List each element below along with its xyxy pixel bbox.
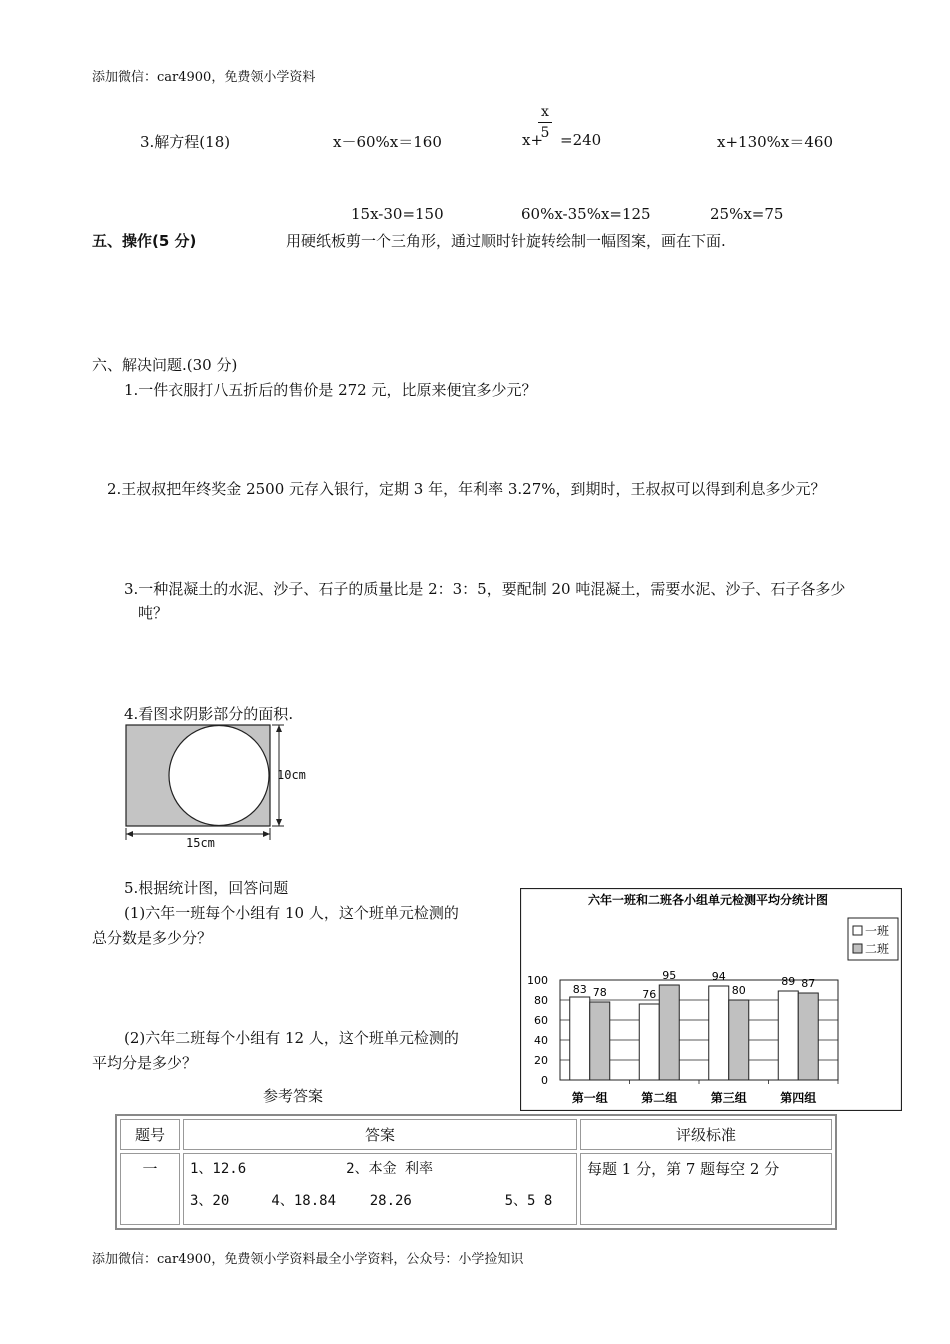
x-category-label: 第一组 bbox=[571, 1091, 608, 1105]
fraction-bar bbox=[538, 122, 552, 123]
question-5-2-line2: 平均分是多少？ bbox=[92, 1054, 198, 1072]
answer-number-cell: 一 bbox=[120, 1153, 180, 1225]
fraction-denominator: 5 bbox=[540, 125, 550, 141]
question-4: 4.看图求阴影部分的面积. bbox=[124, 705, 294, 723]
bar-class1 bbox=[778, 991, 798, 1080]
x-category-label: 第二组 bbox=[641, 1091, 678, 1105]
answers-header-row bbox=[120, 1119, 832, 1150]
equation-2-fraction bbox=[538, 104, 552, 141]
equations-title: 3.解方程(18) bbox=[140, 133, 231, 151]
bar-value-label: 76 bbox=[642, 988, 657, 1001]
bar-class2 bbox=[659, 985, 679, 1080]
header-cell-criteria: 评级标准 bbox=[580, 1119, 832, 1150]
section-6-title: 六、解决问题.(30 分) bbox=[92, 356, 238, 374]
answer-content-cell bbox=[183, 1153, 577, 1225]
bar-value-label: 95 bbox=[662, 969, 677, 982]
legend-label: 一班 bbox=[865, 924, 890, 938]
legend-label: 二班 bbox=[865, 942, 890, 956]
question-5-1-line2: 总分数是多少分？ bbox=[92, 929, 213, 947]
footer-note: 添加微信：car4900，免费领小学资料最全小学资料，公众号：小学捡知识 bbox=[92, 1252, 524, 1267]
question-5-2-line1: (2)六年二班每个小组有 12 人，这个班单元检测的 bbox=[124, 1029, 459, 1047]
legend-swatch bbox=[853, 944, 862, 953]
section-5-title: 五、操作(5 分) bbox=[92, 232, 197, 250]
y-tick-label: 60 bbox=[534, 1014, 548, 1027]
shaded-area-figure bbox=[118, 718, 328, 852]
bar-value-label: 83 bbox=[572, 983, 587, 996]
y-tick-label: 100 bbox=[527, 974, 548, 987]
equation-4: 15x-30=150 bbox=[351, 205, 444, 223]
bar-class1 bbox=[639, 1004, 659, 1080]
equation-5: 60%x-35%x=125 bbox=[521, 205, 651, 223]
width-arrow-left bbox=[126, 831, 133, 837]
width-label: 15cm bbox=[186, 836, 215, 850]
equation-6: 25%x=75 bbox=[710, 205, 784, 223]
equation-2-suffix: =240 bbox=[560, 131, 602, 149]
question-3-line2: 吨？ bbox=[138, 604, 169, 622]
question-1: 1.一件衣服打八五折后的售价是 272 元，比原来便宜多少元？ bbox=[124, 381, 537, 399]
y-tick-label: 80 bbox=[534, 994, 548, 1007]
equation-1: x－60%x＝160 bbox=[333, 133, 442, 151]
bar-value-label: 94 bbox=[711, 970, 726, 983]
width-arrow-right bbox=[263, 831, 270, 837]
bar-value-label: 80 bbox=[731, 984, 746, 997]
answers-row bbox=[120, 1153, 832, 1225]
question-5-1-line1: (1)六年一班每个小组有 10 人，这个班单元检测的 bbox=[124, 904, 459, 922]
y-tick-label: 20 bbox=[534, 1054, 548, 1067]
bar-value-label: 78 bbox=[592, 986, 607, 999]
answer-criteria-cell: 每题 1 分，第 7 题每空 2 分 bbox=[580, 1153, 832, 1225]
question-2: 2.王叔叔把年终奖金 2500 元存入银行，定期 3 年，年利率 3.27%，到期时，王叔叔可以得到利息多少元？ bbox=[107, 480, 826, 498]
bar-class2 bbox=[798, 993, 818, 1080]
x-category-label: 第三组 bbox=[710, 1091, 747, 1105]
y-tick-label: 0 bbox=[541, 1074, 548, 1087]
header-cell-number: 题号 bbox=[120, 1119, 180, 1150]
question-3-line1: 3.一种混凝土的水泥、沙子、石子的质量比是 2：3：5，要配制 20 吨混凝土，需要水泥、沙子、石子各多少 bbox=[124, 580, 846, 598]
answers-table bbox=[115, 1114, 837, 1230]
answer-line-1 bbox=[190, 1158, 570, 1178]
section-5-text: 用硬纸板剪一个三角形，通过顺时针旋转绘制一幅图案，画在下面. bbox=[286, 232, 726, 250]
chart-legend bbox=[848, 918, 898, 960]
legend-swatch bbox=[853, 926, 862, 935]
answers-title: 参考答案 bbox=[263, 1087, 324, 1105]
circle-shape bbox=[169, 726, 269, 826]
fraction-numerator: x bbox=[541, 104, 549, 120]
equation-2-prefix: x+ bbox=[522, 131, 544, 149]
bar-class2 bbox=[590, 1002, 610, 1080]
answer-line-2: 3、20 4、18.84 28.26 5、5 8 bbox=[190, 1193, 553, 1209]
question-5: 5.根据统计图，回答问题 bbox=[124, 879, 289, 897]
answer-1: 1、12.6 bbox=[190, 1161, 247, 1177]
height-arrow-bottom bbox=[276, 819, 282, 826]
bar-value-label: 87 bbox=[801, 977, 816, 990]
bar-class1 bbox=[709, 986, 729, 1080]
height-label: 10cm bbox=[277, 768, 306, 782]
y-tick-label: 40 bbox=[534, 1034, 548, 1047]
header-cell-answer: 答案 bbox=[183, 1119, 577, 1150]
answer-2: 2、本金 利率 bbox=[346, 1161, 434, 1177]
bar-chart bbox=[520, 888, 902, 1111]
bar-class2 bbox=[729, 1000, 749, 1080]
header-note: 添加微信：car4900，免费领小学资料 bbox=[92, 70, 316, 85]
x-category-label: 第四组 bbox=[780, 1091, 817, 1105]
equation-3: x+130%x＝460 bbox=[717, 133, 834, 151]
height-arrow-top bbox=[276, 725, 282, 732]
bar-value-label: 89 bbox=[781, 975, 796, 988]
chart-title: 六年一班和二班各小组单元检测平均分统计图 bbox=[587, 893, 829, 907]
bar-class1 bbox=[570, 997, 590, 1080]
